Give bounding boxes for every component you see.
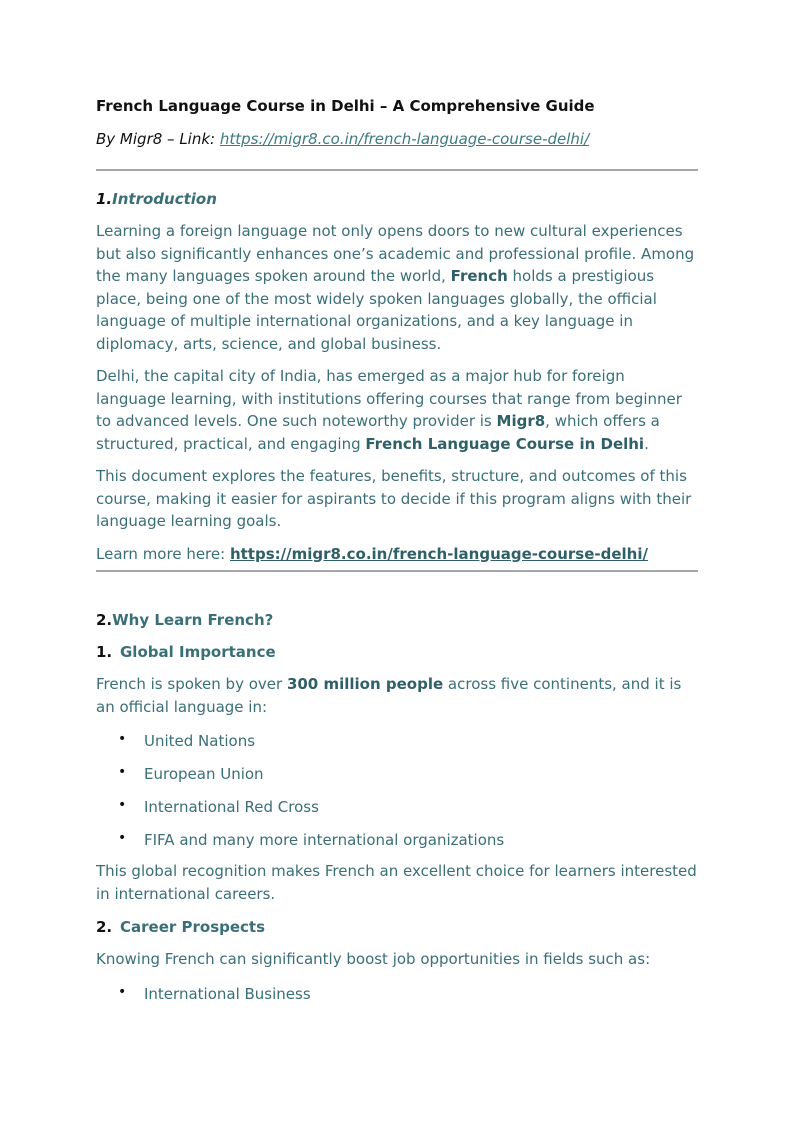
global-recognition-paragraph: This global recognition makes French an excellent choice for learners interested in international careers.	[96, 862, 697, 903]
learn-more-line: Learn more here: https://migr8.co.in/french-language-course-delhi/	[96, 544, 648, 563]
byline-link[interactable]: https://migr8.co.in/french-language-course-delhi/	[219, 130, 590, 148]
horizontal-divider	[96, 169, 698, 171]
subheading-number: 1.	[96, 643, 113, 661]
section-heading-introduction	[96, 189, 698, 209]
byline-prefix: By Migr8 – Link:	[96, 130, 220, 148]
subheading-career-prospects	[96, 917, 698, 937]
bullet-icon: •	[118, 983, 127, 1000]
emphasis-course: French Language Course in Delhi	[365, 434, 645, 453]
bullet-icon: •	[118, 797, 127, 813]
byline	[96, 129, 698, 149]
section-title: Why Learn French?	[112, 611, 274, 629]
section-title: Introduction	[112, 190, 217, 208]
career-fields-list	[96, 984, 698, 1004]
horizontal-divider	[96, 570, 698, 572]
list-item: • European Union	[118, 764, 264, 783]
list-item: • International Red Cross	[118, 797, 319, 816]
list-item: • United Nations	[118, 731, 256, 750]
emphasis-migr8: Migr8	[496, 412, 546, 430]
subheading-global-importance	[96, 642, 698, 662]
document-page	[96, 96, 698, 1004]
list-item: • International Business	[118, 983, 311, 1003]
subheading-number: 2.	[96, 918, 113, 936]
organizations-list	[96, 731, 698, 850]
section-number: 1.	[96, 190, 113, 208]
emphasis-speaker-count: 300 million people	[286, 675, 444, 693]
list-item: • FIFA and many more international organizations	[118, 830, 505, 849]
bullet-icon: •	[118, 830, 127, 846]
section-heading-why-learn-french	[96, 610, 698, 630]
document-title: French Language Course in Delhi – A Comprehensive Guide	[96, 97, 595, 115]
career-prospects-paragraph: Knowing French can significantly boost job opportunities in fields such as:	[96, 950, 651, 968]
subheading-title: Global Importance	[120, 643, 276, 661]
bullet-icon: •	[118, 764, 127, 780]
intro-paragraph-1: Learning a foreign language not only opens doors to new cultural experiences but also significantly enhances one’s academic and professional profile. Among the many languages spoken around the world, French holds a prestigious place, being one of the most widely spoken languages globally, the official language of multiple international organizations, and a key language in diplomacy, arts, science, and global business.	[96, 222, 695, 353]
learn-more-link[interactable]: https://migr8.co.in/french-language-course-delhi/	[229, 544, 648, 563]
emphasis-french: French	[450, 267, 508, 285]
subheading-title: Career Prospects	[120, 918, 266, 936]
bullet-icon: •	[118, 731, 127, 747]
intro-paragraph-3: This document explores the features, benefits, structure, and outcomes of this course, making it easier for aspirants to decide if this program aligns with their language learning goals.	[96, 467, 692, 530]
global-importance-paragraph: French is spoken by over 300 million people across five continents, and it is an official language in:	[96, 675, 682, 716]
intro-paragraph-2: Delhi, the capital city of India, has emerged as a major hub for foreign language learning, with institutions offering courses that range from beginner to advanced levels. One such noteworthy provider is Migr8, which offers a structured, practical, and engaging French Language Course in Delhi.	[96, 367, 682, 453]
section-number: 2.	[96, 611, 113, 629]
